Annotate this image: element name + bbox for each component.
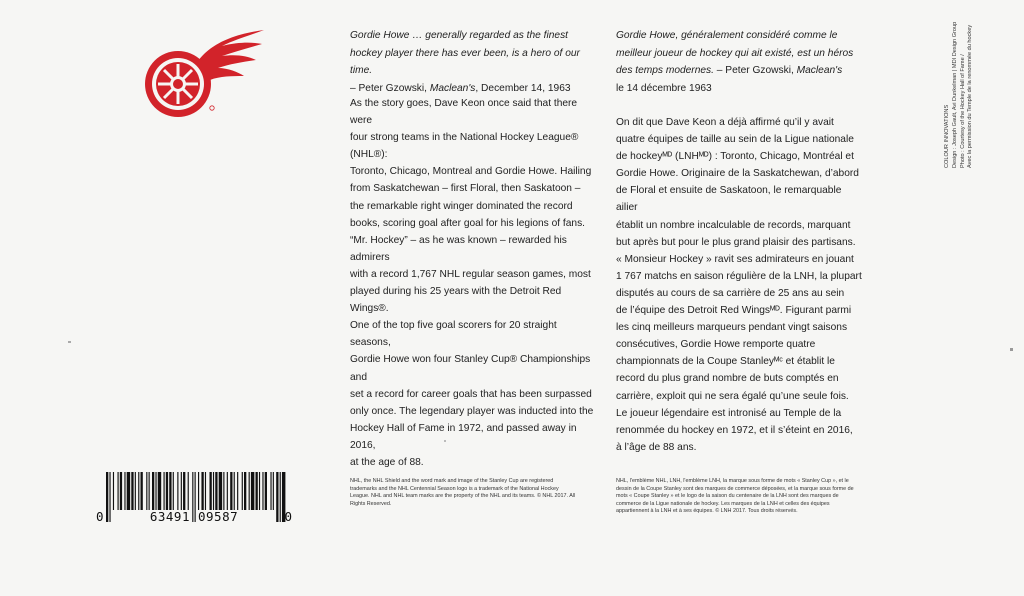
barcode-bar: [177, 472, 178, 510]
english-line: “Mr. Hockey” – as he was known – rewarded his admirers: [350, 234, 567, 263]
barcode-bar: [169, 472, 171, 510]
barcode-bar: [124, 472, 125, 510]
barcode-bar: [249, 472, 250, 510]
credit-line: Design : Joseph Gault, Avi Dunkelman | MDI Design Group: [951, 21, 958, 168]
french-line: quatre équipes de taille au sein de la Ligue nationale: [616, 134, 854, 146]
english-body: [350, 95, 598, 471]
english-quote-block: [350, 27, 595, 97]
barcode-bar: [166, 472, 168, 510]
barcode-bar: [198, 472, 199, 510]
credit-line: COLOUR INNOVATIONS: [944, 104, 950, 168]
french-line: Le joueur légendaire est intronisé au Temple de la: [616, 407, 842, 419]
french-line: de Floral et ensuite de Saskatoon, le remarquable ailier: [616, 185, 842, 214]
barcode-bar: [223, 472, 224, 510]
english-line: played during his 25 years with the Detroit Red Wings®.: [350, 286, 562, 315]
barcode-bar: [230, 472, 232, 510]
french-line: Gordie Howe. Originaire de la Saskatchewan, d’abord: [616, 168, 859, 180]
speck: [68, 341, 71, 343]
english-attribution: – Peter Gzowski, Maclean's, December 14, 1963: [350, 82, 571, 94]
french-line: but après but pour le plus grand plaisir des partisans.: [616, 236, 856, 248]
english-legal-notice: NHL, the NHL Shield and the word mark and image of the Stanley Cup are registered trademarks and the NHL Centennial Season logo is a trademark of the National Hockey League. NHL and NHL team marks are the property of the NHL and its teams. © NHL 2017. All Rights Reserved.: [350, 478, 576, 507]
barcode-bar: [141, 472, 143, 510]
barcode-bar: [262, 472, 263, 510]
barcode-digits: [96, 509, 292, 524]
barcode-bar: [219, 472, 222, 510]
french-line: consécutives, Gordie Howe remporte quatre: [616, 339, 816, 351]
french-quote-block: [616, 27, 861, 97]
barcode-digit-right: 0: [284, 509, 292, 524]
french-line: renommée du hockey en 1972, et il s’éteint en 2016,: [616, 424, 853, 436]
french-legal-notice: NHL, l'emblème NHL, LNH, l'emblème LNH, la marque sous forme de mots « Stanley Cup », et le dessin de la Coupe Stanley sont des marques de commerce déposées, et la marque sous forme de mots « Coupe Stanley » et le logo de la saison du centenaire de la LNH sont des marques de commerce de la Ligue nationale de hockey. Les marques de la LNH et celles des équipes appartiennent à la LNH et à ses équipes. © LNH 2017. Tous droits réservés.: [616, 478, 854, 515]
barcode-bar: [181, 472, 182, 510]
english-line: books, scoring goal after goal for his legions of fans.: [350, 217, 586, 229]
french-line: à l’âge de 88 ans.: [616, 441, 697, 453]
barcode-bar: [135, 472, 136, 510]
barcode-bar: [265, 472, 267, 510]
barcode-bar: [251, 472, 254, 510]
barcode-bar: [188, 472, 189, 510]
barcode-bar: [138, 472, 139, 510]
barcode-bar: [234, 472, 235, 510]
barcode-bar: [213, 472, 214, 510]
credit-line: Photo : Courtesy of the Hockey Hall of Fame /: [959, 54, 966, 168]
barcode-bar: [259, 472, 260, 510]
french-line: les cinq meilleurs marqueurs pendant vingt saisons: [616, 322, 848, 334]
barcode-bar: [173, 472, 174, 510]
english-line: Hockey Hall of Fame in 1972, and passed away in 2016,: [350, 422, 577, 451]
english-line: with a record 1,767 NHL regular season games, most: [350, 268, 591, 280]
barcode-bar: [273, 472, 274, 510]
barcode-digit-left: 0: [96, 509, 104, 524]
barcode-bar: [127, 472, 130, 510]
barcode-bar: [118, 472, 119, 510]
barcode-bar: [131, 472, 133, 510]
english-line: at the age of 88.: [350, 456, 424, 468]
barcode-bar: [120, 472, 122, 510]
french-attribution-date: le 14 décembre 1963: [616, 82, 712, 94]
english-quote: Gordie Howe … generally regarded as the finest hockey player there has ever been, is a hero of our time.: [350, 30, 580, 76]
barcode-bar: [237, 472, 238, 510]
french-line: On dit que Dave Keon a déjà affirmé qu’il y avait: [616, 117, 834, 128]
french-line: « Monsieur Hockey » ravit ses admirateurs en jouant: [616, 253, 854, 265]
barcode-bar: [146, 472, 147, 510]
french-line: 1 767 matchs en saison régulière de la LNH, la plupart: [616, 270, 862, 282]
barcode-bar: [149, 472, 150, 510]
english-line: One of the top five goal scorers for 20 straight seasons,: [350, 320, 557, 349]
barcode-bar: [113, 472, 114, 510]
barcode-bar: [242, 472, 243, 510]
credit-line: Avec la permission du Temple de la renommée du hockey: [967, 24, 974, 168]
barcode-bar: [201, 472, 203, 510]
barcode-bar: [183, 472, 185, 510]
english-line: the remarkable right winger dominated the record: [350, 200, 573, 212]
barcode-bar: [152, 472, 154, 510]
english-line: Gordie Howe won four Stanley Cup® Championships and: [350, 354, 591, 383]
english-line: Toronto, Chicago, Montreal and Gordie Howe. Hailing: [350, 166, 592, 178]
french-body: [616, 114, 864, 456]
french-line: de l’équipe des Detroit Red Wingsᴹᴰ. Figurant parmi: [616, 305, 852, 317]
barcode-bar: [164, 472, 165, 510]
barcode-bar: [270, 472, 271, 510]
french-quote: Gordie Howe, généralement considéré comme le meilleur joueur de hockey qui ait existé, est un héros des temps modernes. – Peter Gzowski, Maclean's: [616, 30, 854, 76]
barcode-bar: [215, 472, 217, 510]
barcode-bar: [244, 472, 246, 510]
credits: [944, 18, 1024, 178]
english-line: only once. The legendary player was inducted into the: [350, 405, 594, 417]
french-line: carrière, exploit qui ne sera égalé qu’une seule fois.: [616, 390, 849, 402]
english-line: As the story goes, Dave Keon once said that there were: [350, 98, 578, 127]
french-line: disputés au cours de sa carrière de 25 ans au sein: [616, 287, 845, 299]
red-wings-winged-wheel-icon: [138, 24, 270, 120]
french-line: établit un nombre incalculable de records, marquant: [616, 219, 851, 231]
english-line: from Saskatchewan – first Floral, then Saskatoon –: [350, 183, 581, 195]
barcode-bar: [227, 472, 228, 510]
english-line: four strong teams in the National Hockey League® (NHL®):: [350, 132, 579, 161]
french-line: championnats de la Coupe Stanleyᴹᶜ et établit le: [616, 356, 835, 368]
barcode-bar: [256, 472, 258, 510]
english-line: set a record for career goals that has been surpassed: [350, 388, 592, 400]
french-line: record du plus grand nombre de buts comptés en: [616, 373, 839, 385]
speck: [1010, 348, 1013, 351]
barcode-bar: [210, 472, 212, 510]
french-line: de hockeyᴹᴰ (LNHᴹᴰ) : Toronto, Chicago, Montréal et: [616, 151, 854, 163]
speck: [444, 440, 446, 442]
barcode-bar: [158, 472, 161, 510]
barcode-digits-middle: 63491 09587: [149, 509, 239, 524]
barcode-bar: [205, 472, 206, 510]
barcode-bar: [155, 472, 156, 510]
